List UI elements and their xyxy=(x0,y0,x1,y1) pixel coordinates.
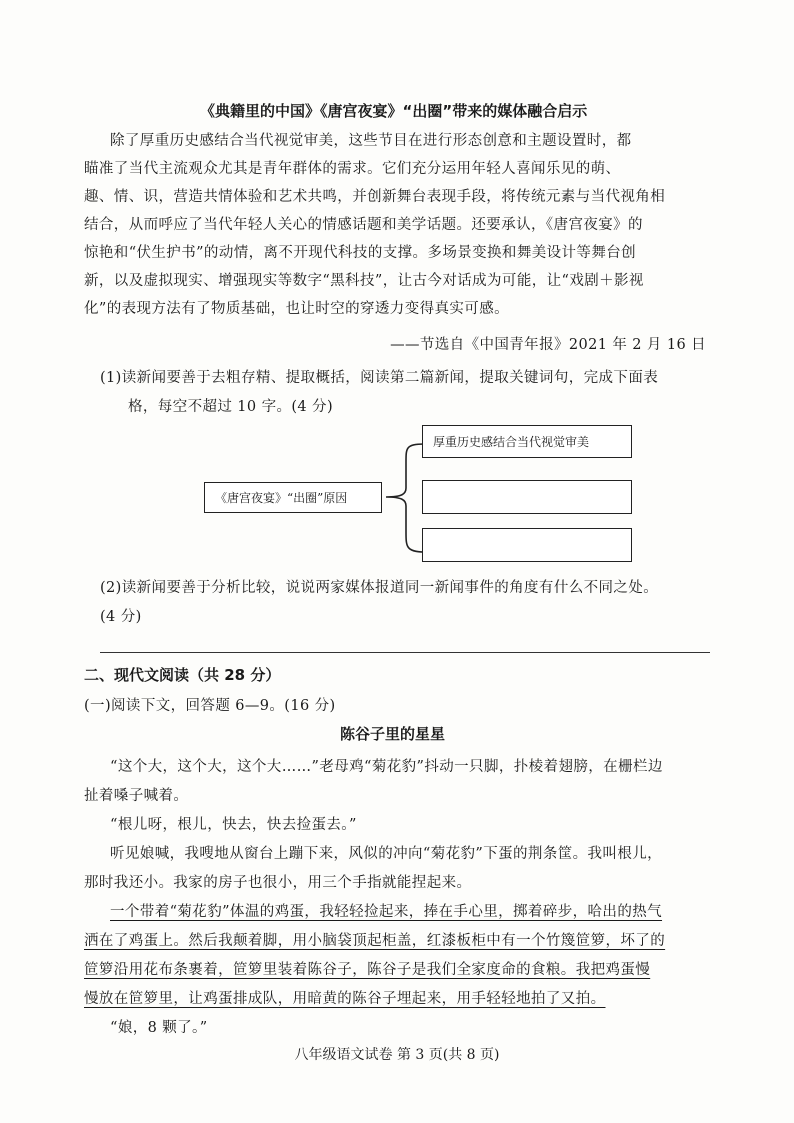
news-line: 结合，从而呼应了当代年轻人关心的情感话题和美学话题。还要承认，《唐宫夜宴》的 xyxy=(84,217,643,233)
section-subheading: (一)阅读下文，回答题 6—9。(16 分) xyxy=(84,698,336,714)
story-line: “娘，8 颗了。” xyxy=(110,1020,208,1036)
story-line: 那时我还小。我家的房子也很小，用三个手指就能捏起来。 xyxy=(84,875,472,891)
story-line: “这个大，这个大，这个大……”老母鸡“菊花豹”抖动一只脚，扑棱着翅膀，在栅栏边 xyxy=(110,759,663,775)
story-line: 扯着嗓子喊着。 xyxy=(84,788,189,804)
story-line-underlined: 一个带着“菊花豹”体温的鸡蛋，我轻轻捡起来，捧在手心里，掷着碎步，哈出的热气 xyxy=(110,904,663,920)
news-line: 惊艳和“伏生护书”的动情，离不开现代科技的支撑。多场景变换和舞美设计等舞台创 xyxy=(84,245,637,261)
story-line-underlined: 笸箩沿用花布条裹着，笸箩里装着陈谷子，陈谷子是我们全家度命的食粮。我把鸡蛋慢 xyxy=(84,962,651,978)
answer-line xyxy=(100,652,710,653)
story-title: 陈谷子里的星星 xyxy=(340,725,446,743)
question-2-cont: (4 分) xyxy=(100,609,142,625)
story-line-underlined: 慢放在笸箩里，让鸡蛋排成队，用暗黄的陈谷子埋起来，用手轻轻地拍了又拍。 xyxy=(84,991,606,1007)
diagram-left-box xyxy=(204,482,382,513)
diagram-left-label: 《唐宫夜宴》“出圈”原因 xyxy=(215,491,348,505)
news-title: 《典籍里的中国》《唐宫夜宴》“出圈”带来的媒体融合启示 xyxy=(200,102,588,120)
answer-box-3[interactable] xyxy=(422,528,632,562)
news-line: 瞄准了当代主流观众尤其是青年群体的需求。它们充分运用年轻人喜闻乐见的萌、 xyxy=(84,161,621,177)
story-line: 听见娘喊，我嗖地从窗台上蹦下来，风似的冲向“菊花豹”下蛋的荆条筐。我叫根儿， xyxy=(110,846,663,862)
news-line: 趣、情、识，营造共情体验和艺术共鸣，并创新舞台表现手段，将传统元素与当代视角相 xyxy=(84,189,666,205)
answer-box-1-text: 厚重历史感结合当代视觉审美 xyxy=(433,435,590,449)
answer-box-1 xyxy=(422,425,632,458)
news-line: 除了厚重历史感结合当代视觉审美，这些节目在进行形态创意和主题设置时，都 xyxy=(110,133,632,149)
story-line: “根儿呀，根儿，快去，快去捡蛋去。” xyxy=(110,817,357,833)
question-2: (2)读新闻要善于分析比较，说说两家媒体报道同一新闻事件的角度有什么不同之处。 xyxy=(100,580,659,596)
story-line-underlined: 洒在了鸡蛋上。然后我颠着脚，用小脑袋顶起柜盖，红漆板柜中有一个竹篾笸箩，坏了的 xyxy=(84,933,666,949)
news-source: ——节选自《中国青年报》2021 年 2 月 16 日 xyxy=(390,337,706,353)
question-1-cont: 格，每空不超过 10 字。(4 分) xyxy=(128,399,334,415)
news-line: 化”的表现方法有了物质基础，也让时空的穿透力变得真实可感。 xyxy=(84,301,510,317)
news-line: 新，以及虚拟现实、增强现实等数字“黑科技”，让古今对话成为可能，让“戏剧＋影视 xyxy=(84,273,644,289)
page-footer: 八年级语文试卷 第 3 页(共 8 页) xyxy=(294,1047,500,1063)
question-1: (1)读新闻要善于去粗存精、提取概括，阅读第二篇新闻，提取关键词句，完成下面表 xyxy=(100,370,659,386)
answer-box-2[interactable] xyxy=(422,480,632,514)
section-heading: 二、现代文阅读（共 28 分） xyxy=(84,666,281,684)
